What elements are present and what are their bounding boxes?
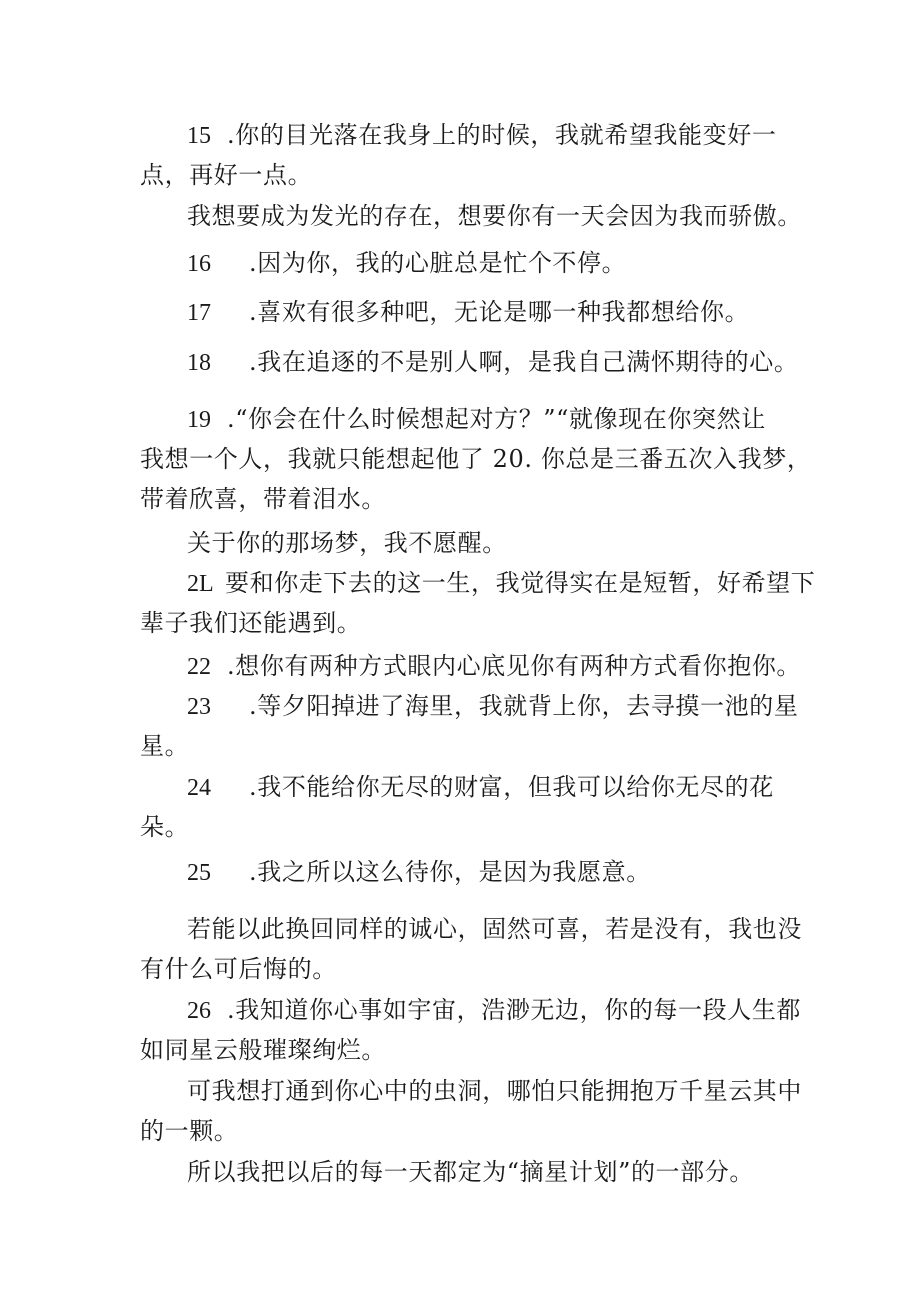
paragraph-number: 22 — [187, 654, 211, 680]
paragraph-text: 的一颗。 — [140, 1117, 239, 1145]
paragraph-text: 我想要成为发光的存在，想要你有一天会因为我而骄傲。 — [187, 202, 802, 230]
paragraph-number: 26 — [187, 998, 211, 1024]
paragraph-line — [187, 201, 802, 231]
paragraph-text: 我想一个人，我就只能想起他了 20. 你总是三番五次入我梦， — [140, 445, 812, 473]
paragraph-number: 17 — [187, 300, 211, 326]
paragraph-line — [187, 1157, 754, 1187]
paragraph-19-line-2 — [140, 444, 811, 474]
paragraph-text: .你的目光落在我身上的时候，我就希望我能变好一 — [227, 121, 777, 149]
paragraph-25-line-1 — [187, 857, 651, 888]
paragraph-15-line-2 — [140, 160, 312, 190]
paragraph-text: 辈子我们还能遇到。 — [140, 609, 362, 637]
paragraph-line — [187, 528, 507, 558]
paragraph-17-line-1 — [187, 297, 749, 328]
paragraph-number: 24 — [187, 775, 211, 801]
paragraph-text: 有什么可后悔的。 — [140, 955, 337, 983]
paragraph-22-line-1 — [187, 651, 801, 682]
paragraph-21-line-2 — [140, 608, 361, 638]
paragraph-text: 关于你的那场梦，我不愿醒。 — [187, 529, 507, 557]
paragraph-23-line-2 — [140, 731, 189, 761]
paragraph-number: 23 — [187, 694, 211, 720]
paragraph-line — [140, 954, 337, 984]
paragraph-text: 星。 — [140, 732, 190, 760]
paragraph-text: 若能以此换回同样的诚心，固然可喜，若是没有，我也没 — [187, 915, 802, 943]
paragraph-text: .我知道你心事如宇宙，浩渺无边，你的每一段人生都 — [227, 996, 802, 1024]
paragraph-text: 如同星云般璀璨绚烂。 — [140, 1036, 386, 1064]
paragraph-21-line-1 — [187, 568, 815, 599]
paragraph-line — [187, 1076, 802, 1106]
paragraph-19-line-1 — [187, 404, 766, 435]
paragraph-text: 带着欣喜，带着泪水。 — [140, 485, 386, 513]
paragraph-number: 15 — [187, 123, 211, 149]
paragraph-15-line-1 — [187, 120, 776, 151]
paragraph-number: 16 — [187, 251, 211, 277]
paragraph-24-line-2 — [140, 812, 189, 842]
paragraph-text: .我之所以这么待你，是因为我愿意。 — [249, 858, 651, 886]
paragraph-18-line-1 — [187, 347, 798, 378]
paragraph-text: 要和你走下去的这一生，我觉得实在是短暂，好希望下 — [225, 569, 816, 597]
paragraph-text: 朵。 — [140, 813, 190, 841]
paragraph-26-line-2 — [140, 1035, 386, 1065]
paragraph-text: .我在追逐的不是别人啊，是我自己满怀期待的心。 — [249, 348, 799, 376]
paragraph-text: .想你有两种方式眼内心底见你有两种方式看你抱你。 — [227, 652, 802, 680]
paragraph-text: 点，再好一点。 — [140, 161, 313, 189]
paragraph-text: 可我想打通到你心中的虫洞，哪怕只能拥抱万千星云其中 — [187, 1077, 802, 1105]
paragraph-text: .我不能给你无尽的财富，但我可以给你无尽的花 — [249, 773, 774, 801]
paragraph-23-line-1 — [187, 691, 798, 722]
paragraph-24-line-1 — [187, 772, 774, 803]
paragraph-text: .等夕阳掉进了海里，我就背上你，去寻摸一池的星 — [249, 692, 799, 720]
paragraph-number: 18 — [187, 350, 211, 376]
paragraph-line — [140, 1116, 238, 1146]
paragraph-number: 19 — [187, 407, 211, 433]
paragraph-text: .因为你，我的心脏总是忙个不停。 — [249, 249, 627, 277]
paragraph-text: 所以我把以后的每一天都定为“摘星计划”的一部分。 — [187, 1158, 754, 1186]
paragraph-number: 25 — [187, 860, 211, 886]
paragraph-line — [187, 914, 802, 944]
paragraph-19-line-3 — [140, 484, 386, 514]
paragraph-text: .喜欢有很多种吧，无论是哪一种我都想给你。 — [249, 298, 750, 326]
paragraph-26-line-1 — [187, 995, 801, 1026]
paragraph-number: 2L — [187, 571, 214, 597]
paragraph-16-line-1 — [187, 248, 626, 279]
paragraph-text: .“你会在什么时候想起对方？”“就像现在你突然让 — [227, 405, 766, 433]
